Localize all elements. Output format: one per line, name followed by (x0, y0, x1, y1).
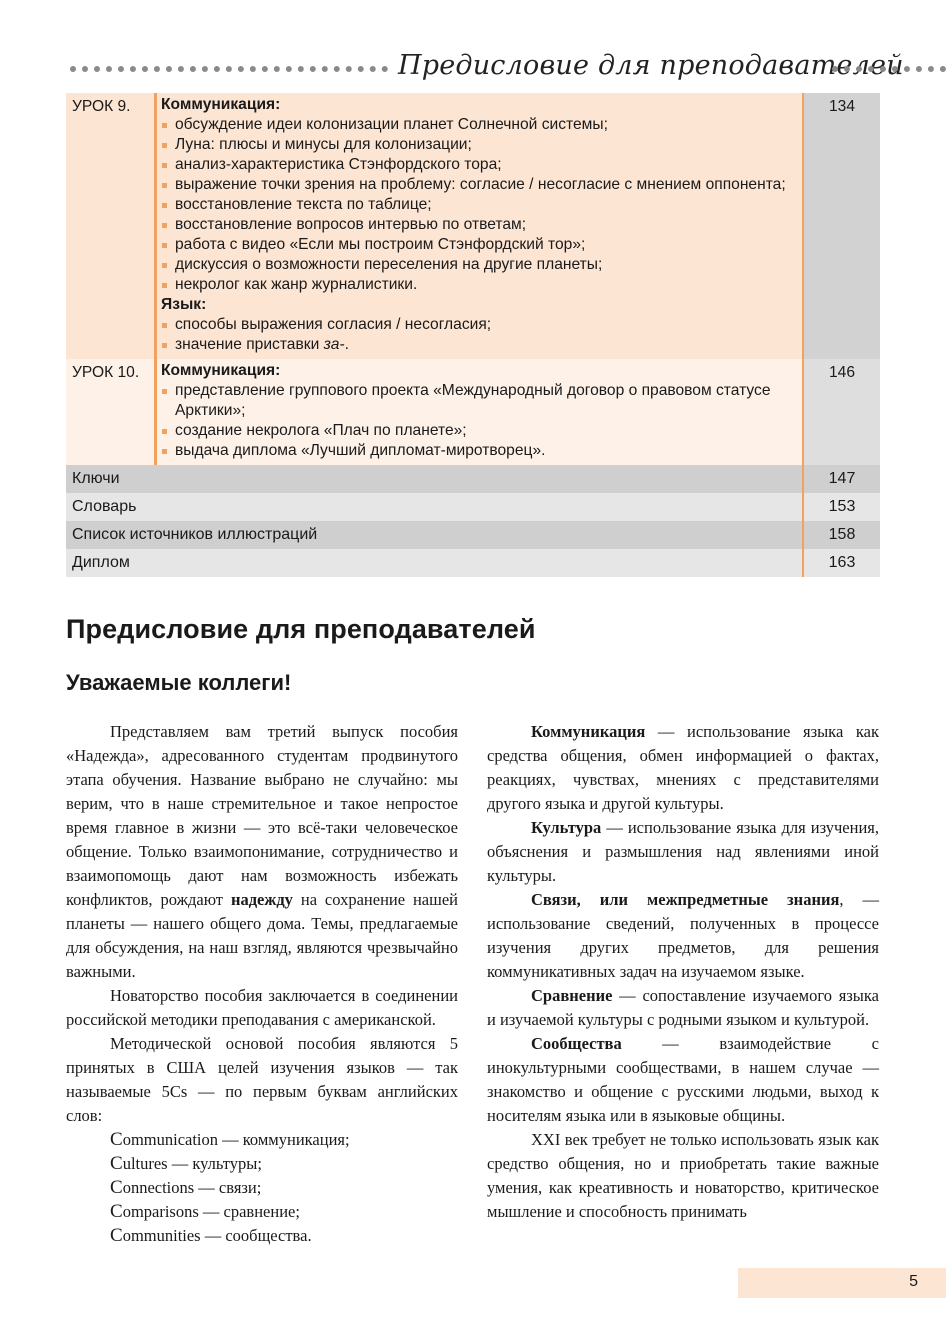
page-ref: 147 (803, 465, 880, 493)
page-ref: 134 (803, 93, 880, 359)
definition-text: — сопоставление изучаемого языка и изучаемой культуры с родными языком и культурой. (487, 986, 879, 1029)
page-number-bar (738, 1268, 946, 1298)
paragraph: Методической основой пособия являются 5 принятых в США целей изучения языков — так называемые 5Cs — по первым буквам английских слов: (66, 1034, 458, 1125)
bullet-list (161, 115, 802, 295)
list-item: способы выражения согласия / несогласия; (161, 315, 802, 335)
list-item: обсуждение идеи колонизации планет Солнечной системы; (161, 115, 802, 135)
list-item: восстановление вопросов интервью по ответам; (161, 215, 802, 235)
page-number: 5 (909, 1273, 918, 1290)
toc-entry-label: Диплом (66, 549, 803, 577)
toc-entry-label: Список источников иллюстраций (66, 521, 803, 549)
initial-letter: C (110, 1129, 123, 1150)
list-item: представление группового проекта «Международный договор о правовом статусе Арктики»; (161, 381, 802, 421)
section-title-language: Язык: (161, 296, 207, 313)
term: Культура (531, 818, 602, 837)
page-ref: 146 (803, 359, 880, 465)
prefix-italic: за- (323, 336, 345, 353)
list-item: некролог как жанр журналистики. (161, 275, 802, 295)
term: Сравнение (531, 986, 613, 1005)
five-cs-item (110, 1176, 458, 1200)
five-cs-item (110, 1200, 458, 1224)
definition-paragraph (487, 984, 879, 1032)
running-header-title: Предисловие для преподавателей (398, 50, 904, 81)
paragraph (66, 720, 458, 984)
five-cs-text: ultures — культуры; (122, 1154, 262, 1173)
five-cs-text: ommunities — сообщества. (122, 1226, 312, 1245)
definition-paragraph (487, 816, 879, 888)
definition-text: — использование языка как средства общения, обмен информацией о фактах, реакциях, чувствах, мнениях с представителями другого языка и другой культуры. (487, 722, 879, 813)
paragraph-text: на сохранение нашей планеты — нашего общего дома. Темы, предлагаемые для обсуждения, на наш взгляд, являются чрезвычайно важными. (66, 890, 458, 981)
toc-entry-label: Ключи (66, 465, 803, 493)
initial-letter: C (110, 1225, 123, 1246)
toc-entry-label: Словарь (66, 493, 803, 521)
list-item (161, 335, 802, 355)
term: Сообщества (531, 1034, 622, 1053)
list-item: Луна: плюсы и минусы для колонизации; (161, 135, 802, 155)
five-cs-item (110, 1152, 458, 1176)
list-item-text: значение приставки (175, 336, 324, 353)
five-cs-text: onnections — связи; (122, 1178, 262, 1197)
lesson-label: УРОК 9. (66, 93, 156, 359)
definition-text: — использование языка для изучения, объяснения и размышления над явлениями иной культуры. (487, 818, 879, 885)
list-item: создание некролога «Плач по планете»; (161, 421, 802, 441)
contents-table (66, 93, 880, 577)
toc-row-diploma (66, 549, 880, 577)
paragraph-text: Представляем вам третий выпуск пособия «Надежда», адресованного студентам продвинутого этапа обучения. Название выбрано не случайно: мы верим, что в наше стремительное и такое непростое время главное в жизни — это всё-таки человеческое общение. Только взаимопонимание, сотрудничество и взаимопомощь дают нам возможность избежать конфликтов, рождают (66, 722, 458, 909)
initial-letter: C (110, 1201, 123, 1222)
lesson-content (156, 93, 804, 359)
bullet-list (161, 381, 802, 461)
definition-text: , — использование сведений, полученных в процессе изучения других предметов, для решения коммуникативных задач на изучаемом языке. (487, 890, 879, 981)
five-cs-text: omparisons — сравнение; (122, 1202, 300, 1221)
page-title: Предисловие для преподавателей (66, 614, 536, 644)
paragraph: Новаторство пособия заключается в соединении российской методики преподавания с американской. (66, 986, 458, 1029)
bold-word: надежду (230, 890, 293, 909)
definition-paragraph (487, 1032, 879, 1128)
right-column (487, 720, 879, 1224)
toc-row-lesson-9 (66, 93, 880, 359)
toc-row-keys (66, 465, 880, 493)
initial-letter: C (110, 1177, 123, 1198)
five-cs-list (66, 1128, 458, 1248)
list-item: дискуссия о возможности переселения на другие планеты; (161, 255, 802, 275)
lesson-content (156, 359, 804, 465)
page-subtitle: Уважаемые коллеги! (66, 670, 292, 695)
list-item-end: . (344, 336, 349, 353)
definition-text: — взаимодействие с инокультурными сообществами, в нашем случае — знакомство и общение с русскими людьми, выход к носителям языка или в языковые общины. (487, 1034, 879, 1125)
list-item: анализ-характеристика Стэнфордского тора; (161, 155, 802, 175)
definition-paragraph (487, 888, 879, 984)
paragraph: XXI век требует не только использовать язык как средство общения, но и приобретать такие важные умения, как креативность и новаторство, критическое мышление и способность принимать (487, 1130, 879, 1221)
left-column (66, 720, 458, 1248)
list-item: выражение точки зрения на проблему: согласие / несогласие с мнением оппонента; (161, 175, 802, 195)
dotted-rule-right (832, 66, 946, 72)
five-cs-item (110, 1128, 458, 1152)
five-cs-item (110, 1224, 458, 1248)
section-title-communication: Коммуникация: (161, 362, 281, 379)
lesson-label: УРОК 10. (66, 359, 156, 465)
term: Коммуникация (531, 722, 646, 741)
page-ref: 158 (803, 521, 880, 549)
list-item: восстановление текста по таблице; (161, 195, 802, 215)
term: Связи, или межпредметные знания (531, 890, 840, 909)
five-cs-text: ommunication — коммуникация; (122, 1130, 350, 1149)
toc-row-lesson-10 (66, 359, 880, 465)
bullet-list (161, 315, 802, 355)
definition-paragraph (487, 720, 879, 816)
page-ref: 153 (803, 493, 880, 521)
initial-letter: C (110, 1153, 123, 1174)
toc-row-dictionary (66, 493, 880, 521)
list-item: выдача диплома «Лучший дипломат-миротворец». (161, 441, 802, 461)
section-title-communication: Коммуникация: (161, 96, 281, 113)
running-header (0, 48, 946, 88)
dotted-rule-left (70, 66, 388, 72)
list-item: работа с видео «Если мы построим Стэнфордский тор»; (161, 235, 802, 255)
page-ref: 163 (803, 549, 880, 577)
toc-row-illustrations (66, 521, 880, 549)
